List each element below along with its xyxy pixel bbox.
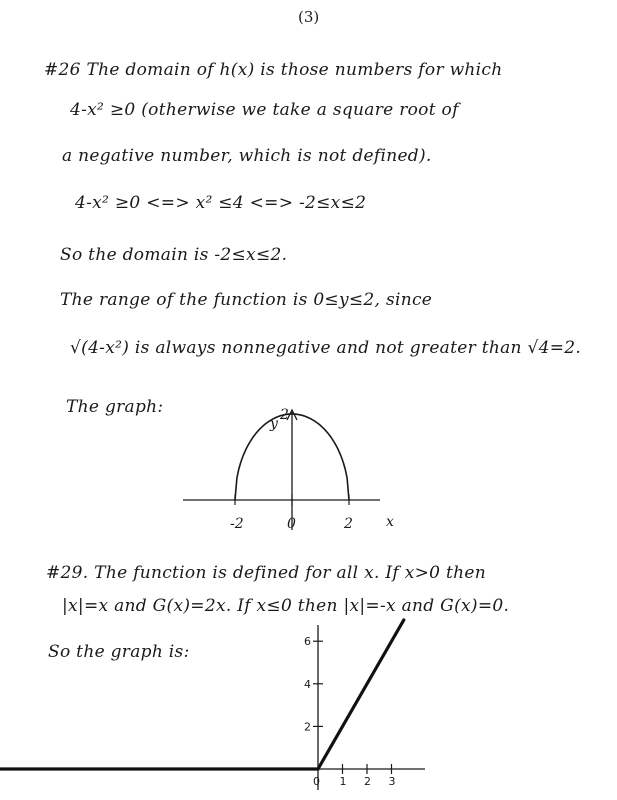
problem-26-line-1: #26 The domain of h(x) is those numbers for which [44,60,503,80]
graph1-x-tick-label: 2 [344,516,353,532]
graph2-x-tick-label: 2 [364,775,371,788]
page-number: (3) [298,8,320,26]
graph2-y-tick-label: 6 [304,635,311,649]
problem-29-line-2: |x|=x and G(x)=2x. If x≤0 then |x|=-x and G(x)=0. [62,596,510,616]
graph2-x-tick-label: 3 [388,775,396,788]
problem-29-line-3: So the graph is: [48,642,190,662]
problem-26-line-7: √(4-x²) is always nonnegative and not greater than √4=2. [70,338,582,358]
graph2-x-tick-label: 0 [313,775,320,788]
problem-29-line-1: #29. The function is defined for all x. If x>0 then [46,563,486,583]
graph1-y-label: y [270,416,278,432]
gx-curve [0,620,404,769]
problem-26-line-6: The range of the function is 0≤y≤2, since [60,290,433,310]
problem-26-line-8: The graph: [66,397,164,417]
problem-26-line-5: So the domain is -2≤x≤2. [60,245,288,265]
graph1-y-tick-label: 2 [280,407,289,423]
problem-26-line-4: 4-x² ≥0 <=> x² ≤4 <=> -2≤x≤2 [75,193,367,213]
problem-26-line-3: a negative number, which is not defined). [62,146,432,166]
graph1-x-label: x [386,514,394,530]
problem-26-line-2: 4-x² ≥0 (otherwise we take a square root of [70,100,459,120]
graph1-x-tick-label: -2 [230,516,244,532]
graph2-y-tick-label: 4 [304,677,311,691]
graph2-x-tick-label: 1 [339,775,347,788]
graph2-y-tick-label: 2 [304,720,311,734]
graph1-x-tick-label: 0 [287,516,296,532]
